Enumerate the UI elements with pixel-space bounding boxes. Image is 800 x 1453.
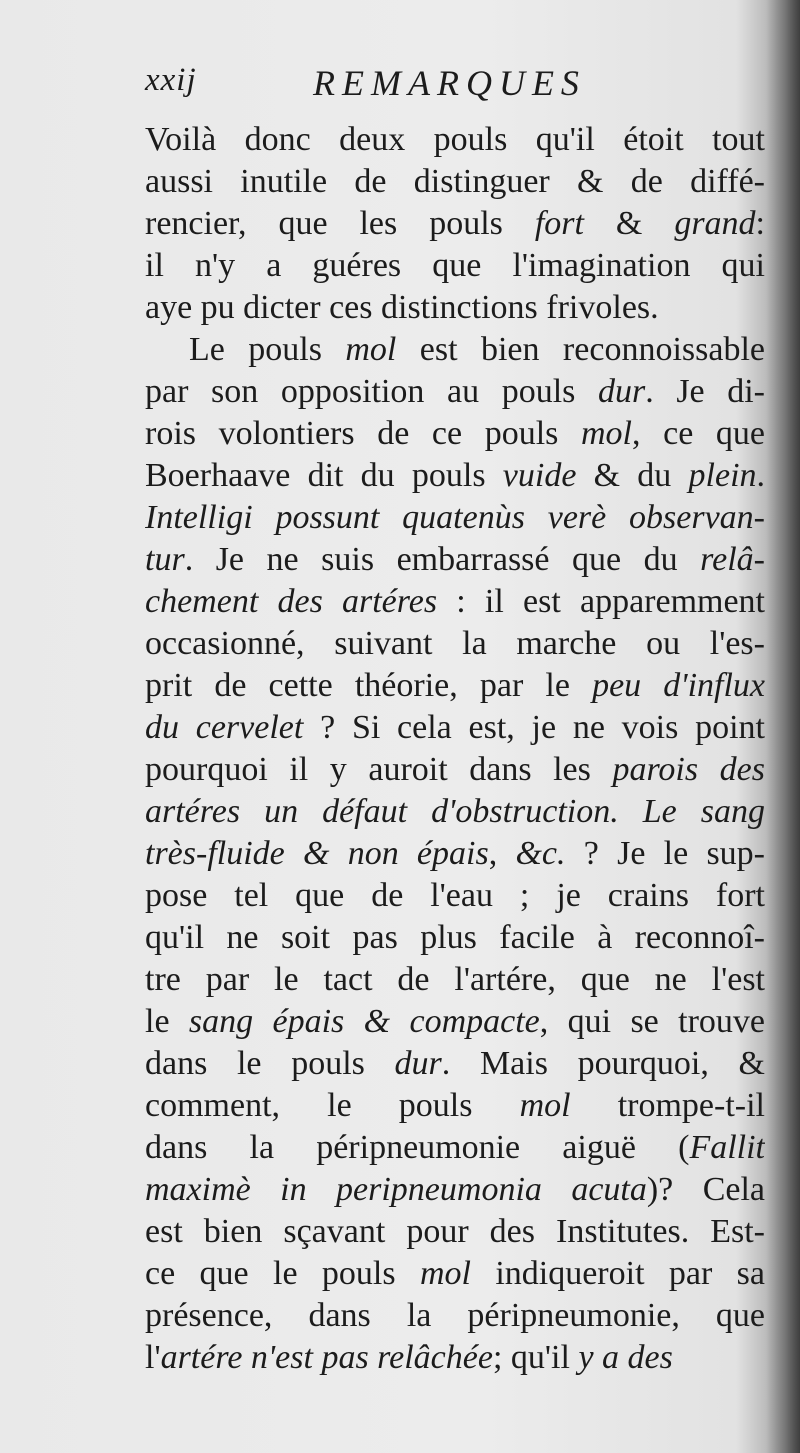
text-segment: prit de cette théorie, par le	[145, 667, 593, 704]
italic-text: Fallit	[689, 1129, 765, 1166]
text-segment: )? Cela	[646, 1171, 765, 1208]
text-line	[145, 1211, 765, 1253]
text-line	[145, 581, 765, 623]
text-segment: présence, dans la péripneumonie, que	[145, 1297, 765, 1334]
text-segment: Le pouls	[189, 331, 346, 368]
text-line	[145, 833, 765, 875]
text-segment: est bien sçavant pour des Institutes. Est-	[145, 1213, 765, 1250]
text-segment: ? Je le sup-	[565, 835, 765, 872]
italic-text: relâ-	[700, 541, 765, 578]
text-segment: Voilà donc deux pouls qu'il étoit tout	[145, 121, 765, 158]
text-segment: : il est apparemment	[437, 583, 765, 620]
text-line	[145, 119, 765, 161]
italic-text: dur	[394, 1045, 442, 1082]
italic-text: dur	[597, 373, 646, 410]
text-line	[145, 455, 765, 497]
text-segment: Boerhaave dit du pouls	[145, 457, 503, 494]
text-segment: ; qu'il	[492, 1339, 579, 1376]
italic-text: peu d'influx	[592, 667, 765, 704]
italic-text: vuide	[502, 457, 577, 494]
text-line	[145, 875, 765, 917]
italic-text: artére n'est pas relâchée	[160, 1339, 493, 1376]
text-segment: , qui se trouve	[539, 1003, 765, 1040]
text-segment: , ce que	[632, 415, 765, 452]
text-line	[145, 329, 765, 371]
italic-text: grand	[674, 205, 756, 242]
text-line	[145, 623, 765, 665]
text-segment: . Je di-	[645, 373, 765, 410]
text-segment: aussi inutile de distinguer & de diffé-	[145, 163, 765, 200]
text-segment: pourquoi il y auroit dans les	[145, 751, 613, 788]
text-line	[145, 959, 765, 1001]
text-line	[145, 497, 765, 539]
text-segment: ce que le pouls	[145, 1255, 420, 1292]
text-line	[145, 1085, 765, 1127]
text-segment: comment, le pouls	[145, 1087, 520, 1124]
text-line	[145, 371, 765, 413]
italic-text: mol	[581, 415, 632, 452]
italic-text: mol	[345, 331, 397, 368]
text-segment: rencier, que les pouls	[145, 205, 535, 242]
text-line	[145, 1127, 765, 1169]
page-header	[145, 62, 765, 112]
text-segment: occasionné, suivant la marche ou l'es-	[145, 625, 765, 662]
text-line	[145, 1001, 765, 1043]
text-line	[145, 1169, 765, 1211]
text-segment: & du	[576, 457, 689, 494]
italic-text: maximè in peripneumonia acuta	[145, 1171, 647, 1208]
italic-text: &c.	[515, 835, 566, 872]
text-segment: est bien reconnoissable	[396, 331, 765, 368]
text-segment: indiqueroit par sa	[470, 1255, 765, 1292]
text-segment: .	[756, 457, 765, 494]
text-line	[145, 413, 765, 455]
text-line	[145, 161, 765, 203]
text-segment: il n'y a guéres que l'imagination qui	[145, 247, 765, 284]
text-segment: qu'il ne soit pas plus facile à reconnoî-	[145, 919, 765, 956]
italic-text: du cervelet	[145, 709, 304, 746]
text-line	[145, 1295, 765, 1337]
italic-text: Intelligi possunt quatenùs verè observan-	[145, 499, 765, 536]
text-segment: le	[145, 1003, 189, 1040]
text-segment: :	[755, 205, 765, 242]
italic-text: fort	[534, 205, 584, 242]
text-line	[145, 203, 765, 245]
text-segment: rois volontiers de ce pouls	[145, 415, 581, 452]
text-segment: ,	[488, 835, 516, 872]
running-title: REMARQUES	[313, 63, 586, 103]
text-segment: l'	[145, 1339, 161, 1376]
page-gutter-shadow	[766, 0, 800, 1453]
text-line	[145, 539, 765, 581]
text-segment: dans le pouls	[145, 1045, 395, 1082]
text-segment: &	[583, 205, 675, 242]
text-segment: tre par le tact de l'artére, que ne l'est	[145, 961, 765, 998]
page-number: xxij	[145, 62, 197, 98]
text-line	[145, 749, 765, 791]
text-line	[145, 1337, 765, 1379]
text-line	[145, 1253, 765, 1295]
italic-text: mol	[419, 1255, 471, 1292]
text-segment: . Mais pourquoi, &	[441, 1045, 765, 1082]
italic-text: artéres un défaut d'obstruction. Le sang	[145, 793, 765, 830]
text-segment: . Je ne suis embarrassé que du	[184, 541, 701, 578]
italic-text: plein	[688, 457, 757, 494]
text-line	[145, 287, 765, 329]
text-line	[145, 707, 765, 749]
text-line	[145, 917, 765, 959]
text-line	[145, 1043, 765, 1085]
italic-text: mol	[519, 1087, 571, 1124]
text-line	[145, 791, 765, 833]
text-segment: aye pu dicter ces distinctions frivoles.	[145, 289, 659, 326]
text-segment: dans la péripneumonie aiguë (	[145, 1129, 690, 1166]
italic-text: parois des	[612, 751, 765, 788]
text-segment: pose tel que de l'eau ; je crains fort	[145, 877, 765, 914]
body-text	[145, 119, 765, 1379]
italic-text: y a des	[578, 1339, 673, 1376]
italic-text: très-fluide & non épais	[145, 835, 489, 872]
text-segment: ? Si cela est, je ne vois point	[303, 709, 765, 746]
text-segment: trompe-t-il	[570, 1087, 765, 1124]
text-line	[145, 665, 765, 707]
italic-text: sang épais & compacte	[188, 1003, 540, 1040]
text-line	[145, 245, 765, 287]
italic-text: chement des artéres	[145, 583, 438, 620]
text-segment: par son opposition au pouls	[145, 373, 598, 410]
italic-text: tur	[145, 541, 185, 578]
